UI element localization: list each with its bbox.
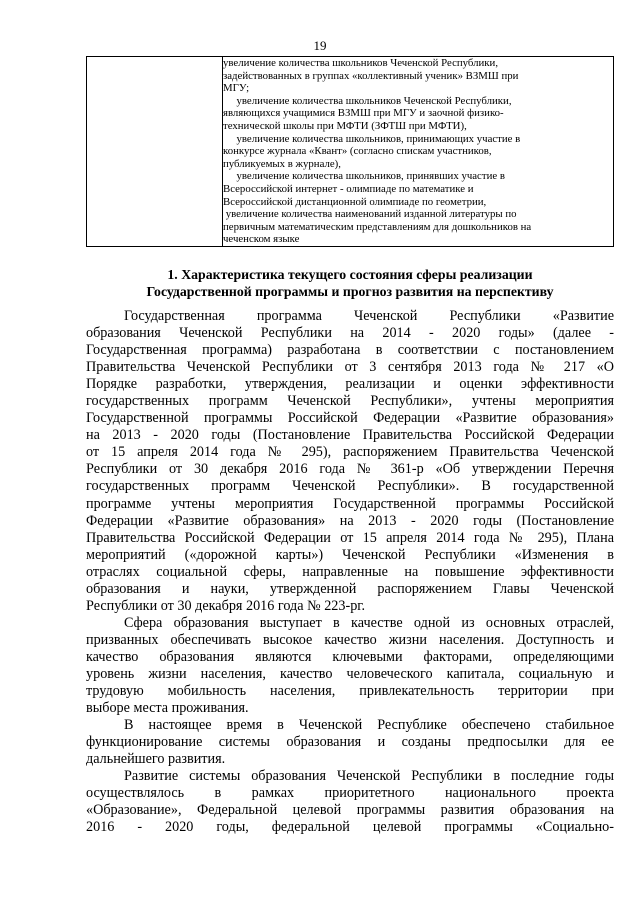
section-heading-line-1: 1. Характеристика текущего состояния сферы реализации xyxy=(167,267,533,282)
paragraph-line: Государственной программы Российской Федерации «Развитие образования» xyxy=(86,410,614,427)
paragraph-line: образования и науки, утвержденной распоряжением Главы Чеченской xyxy=(86,580,614,597)
paragraph-line: Правительства Российской Федерации от 15 апреля 2014 года № 295), Плана xyxy=(86,529,614,546)
paragraph xyxy=(86,308,614,615)
table-cell-line: увеличение количества школьников Чеченской Республики, xyxy=(223,57,499,69)
paragraph-line: В настоящее время в Чеченской Республике обеспечено стабильное xyxy=(124,717,614,734)
paragraph-line: осуществлялось в рамках приоритетного национального проекта xyxy=(86,785,614,802)
table-left-cell xyxy=(87,57,223,247)
paragraph-line: Правительства Чеченской Республики от 3 сентября 2013 года № 217 «О xyxy=(86,359,614,376)
paragraph-line: программе учтены мероприятия Государственной программы Российской xyxy=(86,495,614,512)
paragraph-line: качество образования являются ключевыми факторами, определяющими xyxy=(86,648,614,665)
paragraph-line: Порядке разработки, утверждения, реализации и оценки эффективности xyxy=(86,376,614,393)
paragraph-line: Республики от 30 декабря 2016 года № 223-рг. xyxy=(86,597,366,614)
table-cell-line: публикуемых в журнале), xyxy=(223,157,341,170)
table-row xyxy=(87,57,614,247)
paragraph-line: «Образование», Федеральной целевой программы развития образования на xyxy=(86,802,614,819)
table-cell-line: МГУ; xyxy=(223,82,250,95)
paragraph-line: отраслях социальной сферы, направленные на повышение эффективности xyxy=(86,563,614,580)
table-cell-line: задействованных в группах «коллективный ученик» ВЗМШ при xyxy=(223,69,519,82)
paragraph-line: на 2013 - 2020 годы (Постановление Правительства Российской Федерации xyxy=(86,427,614,444)
paragraph-line: Государственная программа Чеченской Республики «Развитие xyxy=(124,308,614,324)
section-heading-line-2: Государственной программы и прогноз развития на перспективу xyxy=(146,284,554,299)
table-right-cell xyxy=(223,57,614,247)
section-heading xyxy=(86,266,614,300)
paragraph-line: Федерации «Развитие образования» на 2013 - 2020 годы (Постановление xyxy=(86,512,614,529)
table-cell-line: чеченском языке xyxy=(223,233,300,246)
table-cell-line: Всероссийской интернет - олимпиаде по математике и xyxy=(223,182,474,195)
table-cell-line: первичным математическим представлениям для дошкольников на xyxy=(223,220,532,233)
paragraph-line: мероприятий («дорожной карты») Чеченской Республики «Изменения в xyxy=(86,546,614,563)
table-cell-line: увеличение количества школьников, принявших участие в xyxy=(223,170,505,183)
paragraph-line: выборе места проживания. xyxy=(86,700,249,717)
page-number: 19 xyxy=(313,38,327,53)
paragraph xyxy=(86,615,614,717)
paragraph-line: от 15 апреля 2014 года № 295), распоряжением Правительства Чеченской xyxy=(86,444,614,461)
paragraph-line: государственных программ Чеченской Республики», учтены мероприятия xyxy=(86,393,614,410)
paragraph-line: 2016 - 2020 годы, федеральной целевой программы «Социально- xyxy=(86,819,614,836)
paragraph-line: функционирование системы образования и созданы предпосылки для ее xyxy=(86,734,614,751)
table-cell-line: Всероссийской дистанционной олимпиаде по геометрии, xyxy=(223,195,487,208)
paragraph-line: призванных обеспечивать высокое качество жизни населения. Доступность и xyxy=(86,631,614,648)
paragraph-line: Развитие системы образования Чеченской Республики в последние годы xyxy=(124,768,614,785)
table-cell-line: увеличение количества школьников Чеченской Республики, xyxy=(223,94,512,107)
paragraph-line: уровень жизни населения, качество человеческого капитала, социальную и xyxy=(86,665,614,682)
paragraph-line: трудовую мобильность населения, привлекательность территории при xyxy=(86,683,614,700)
body-text xyxy=(86,308,614,836)
paragraph-line: Сфера образования выступает в качестве одной из основных отраслей, xyxy=(124,614,614,631)
paragraph xyxy=(86,717,614,768)
measures-table xyxy=(86,56,614,247)
paragraph xyxy=(86,768,614,836)
table-cell-line: являющихся учащимися ВЗМШ при МГУ и заочной физико- xyxy=(223,107,504,120)
table-cell-line: технической школы при МФТИ (ЗФТШ при МФТИ), xyxy=(223,119,467,132)
paragraph-line: дальнейшего развития. xyxy=(86,751,226,768)
paragraph-line: Республики от 30 декабря 2016 года № 361-р «Об утверждении Перечня xyxy=(86,461,614,478)
table-cell-line: увеличение количества школьников, принимающих участие в xyxy=(223,132,521,145)
table-cell-line: увеличение количества наименований изданной литературы по xyxy=(223,208,517,221)
paragraph-line: Государственная программа) разработана в соответствии с постановлением xyxy=(86,342,614,359)
paragraph-line: государственных программ Чеченской Республики». В государственной xyxy=(86,478,614,495)
paragraph-line: образования Чеченской Республики на 2014 - 2020 годы» (далее - xyxy=(86,325,614,342)
table-cell-line: конкурсе журнала «Квант» (согласно спискам участников, xyxy=(223,145,492,158)
